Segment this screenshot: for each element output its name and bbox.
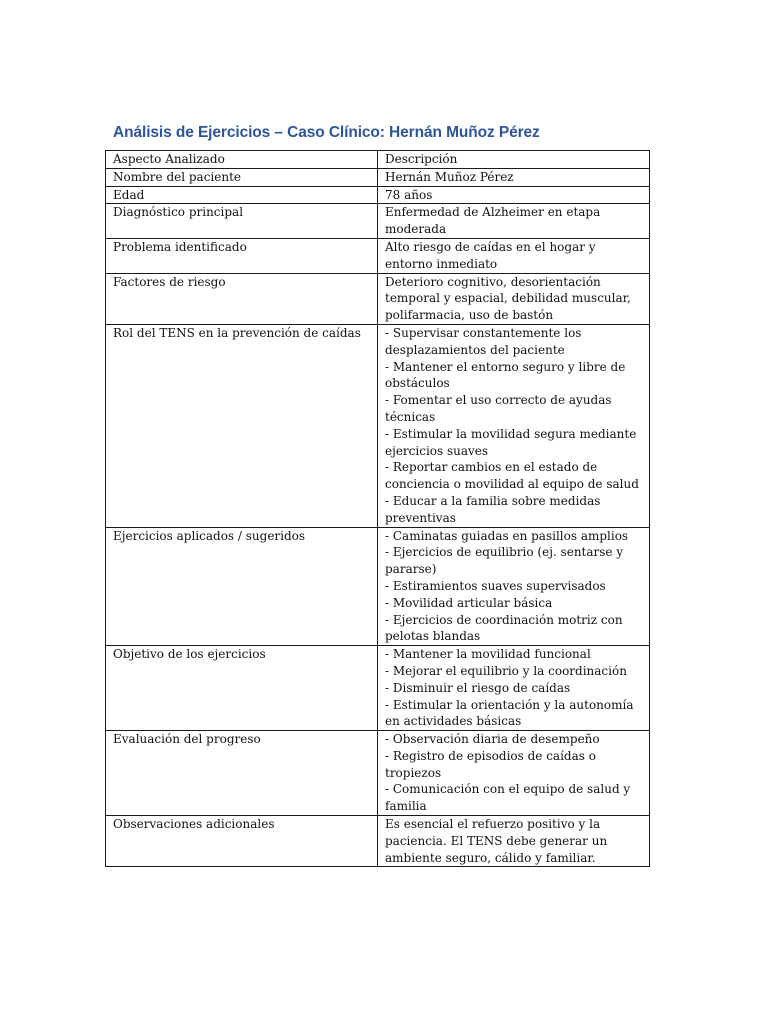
description-line: - Reportar cambios en el estado de conciencia o movilidad al equipo de salud	[385, 460, 639, 492]
table-row	[106, 168, 650, 186]
description-cell	[378, 816, 650, 867]
aspect-cell: Rol del TENS en la prevención de caídas	[106, 324, 378, 527]
description-line: - Registro de episodios de caídas o tropiezos	[385, 748, 596, 780]
description-cell	[378, 324, 650, 527]
aspect-cell: Edad	[106, 186, 378, 204]
description-line: - Estiramientos suaves supervisados	[385, 578, 606, 593]
description-line: Es esencial el refuerzo positivo y la paciencia. El TENS debe generar un ambiente seguro, cálido y familiar.	[385, 817, 608, 865]
description-line: - Supervisar constantemente los desplazamientos del paciente	[385, 325, 582, 357]
description-line: Enfermedad de Alzheimer en etapa moderada	[385, 205, 601, 237]
case-analysis-table	[105, 150, 650, 867]
description-cell	[378, 238, 650, 273]
description-line: - Ejercicios de equilibrio (ej. sentarse y pararse)	[385, 545, 624, 577]
aspect-cell: Nombre del paciente	[106, 168, 378, 186]
table-row	[106, 731, 650, 816]
aspect-cell: Factores de riesgo	[106, 273, 378, 324]
description-line: 78 años	[385, 187, 433, 202]
description-line: Deterioro cognitivo, desorientación temporal y espacial, debilidad muscular, polifarmacia, uso de bastón	[385, 274, 631, 323]
table-row	[106, 527, 650, 646]
description-line: Alto riesgo de caídas en el hogar y entorno inmediato	[385, 239, 596, 271]
document-title: Análisis de Ejercicios – Caso Clínico: Hernán Muñoz Pérez	[113, 124, 540, 141]
aspect-cell: Objetivo de los ejercicios	[106, 646, 378, 731]
description-cell	[378, 273, 650, 324]
table-row	[106, 816, 650, 867]
description-line: - Fomentar el uso correcto de ayudas técnicas	[385, 393, 612, 424]
description-cell	[378, 646, 650, 731]
table-row	[106, 204, 650, 239]
description-line: - Caminatas guiadas en pasillos amplios	[385, 528, 629, 543]
description-cell	[378, 186, 650, 204]
table-row	[106, 324, 650, 527]
description-cell	[378, 731, 650, 816]
aspect-cell: Evaluación del progreso	[106, 731, 378, 816]
description-line: Hernán Muñoz Pérez	[385, 169, 514, 184]
description-line: - Mantener el entorno seguro y libre de obstáculos	[385, 359, 626, 391]
description-line: - Ejercicios de coordinación motriz con pelotas blandas	[385, 612, 623, 644]
description-cell	[378, 168, 650, 186]
description-line: - Estimular la orientación y la autonomía en actividades básicas	[385, 697, 634, 729]
description-line: - Mantener la movilidad funcional	[385, 647, 591, 662]
description-line: - Mejorar el equilibrio y la coordinación	[385, 663, 627, 678]
description-line: - Estimular la movilidad segura mediante ejercicios suaves	[385, 426, 637, 458]
description-cell	[378, 204, 650, 239]
description-cell	[378, 527, 650, 646]
aspect-cell: Ejercicios aplicados / sugeridos	[106, 527, 378, 646]
aspect-cell: Problema identificado	[106, 238, 378, 273]
description-line: - Movilidad articular básica	[385, 595, 553, 610]
table-header-row	[106, 151, 650, 169]
description-line: - Observación diaria de desempeño	[385, 732, 600, 747]
aspect-cell: Observaciones adicionales	[106, 816, 378, 867]
description-line: - Disminuir el riesgo de caídas	[385, 680, 571, 695]
table-row	[106, 186, 650, 204]
aspect-cell: Diagnóstico principal	[106, 204, 378, 239]
header-cell-aspect: Aspecto Analizado	[106, 151, 378, 169]
header-cell-description: Descripción	[378, 151, 650, 169]
table-row	[106, 646, 650, 731]
table-row	[106, 273, 650, 324]
description-line: - Comunicación con el equipo de salud y familia	[385, 782, 631, 814]
description-line: - Educar a la familia sobre medidas preventivas	[385, 493, 601, 525]
table-row	[106, 238, 650, 273]
